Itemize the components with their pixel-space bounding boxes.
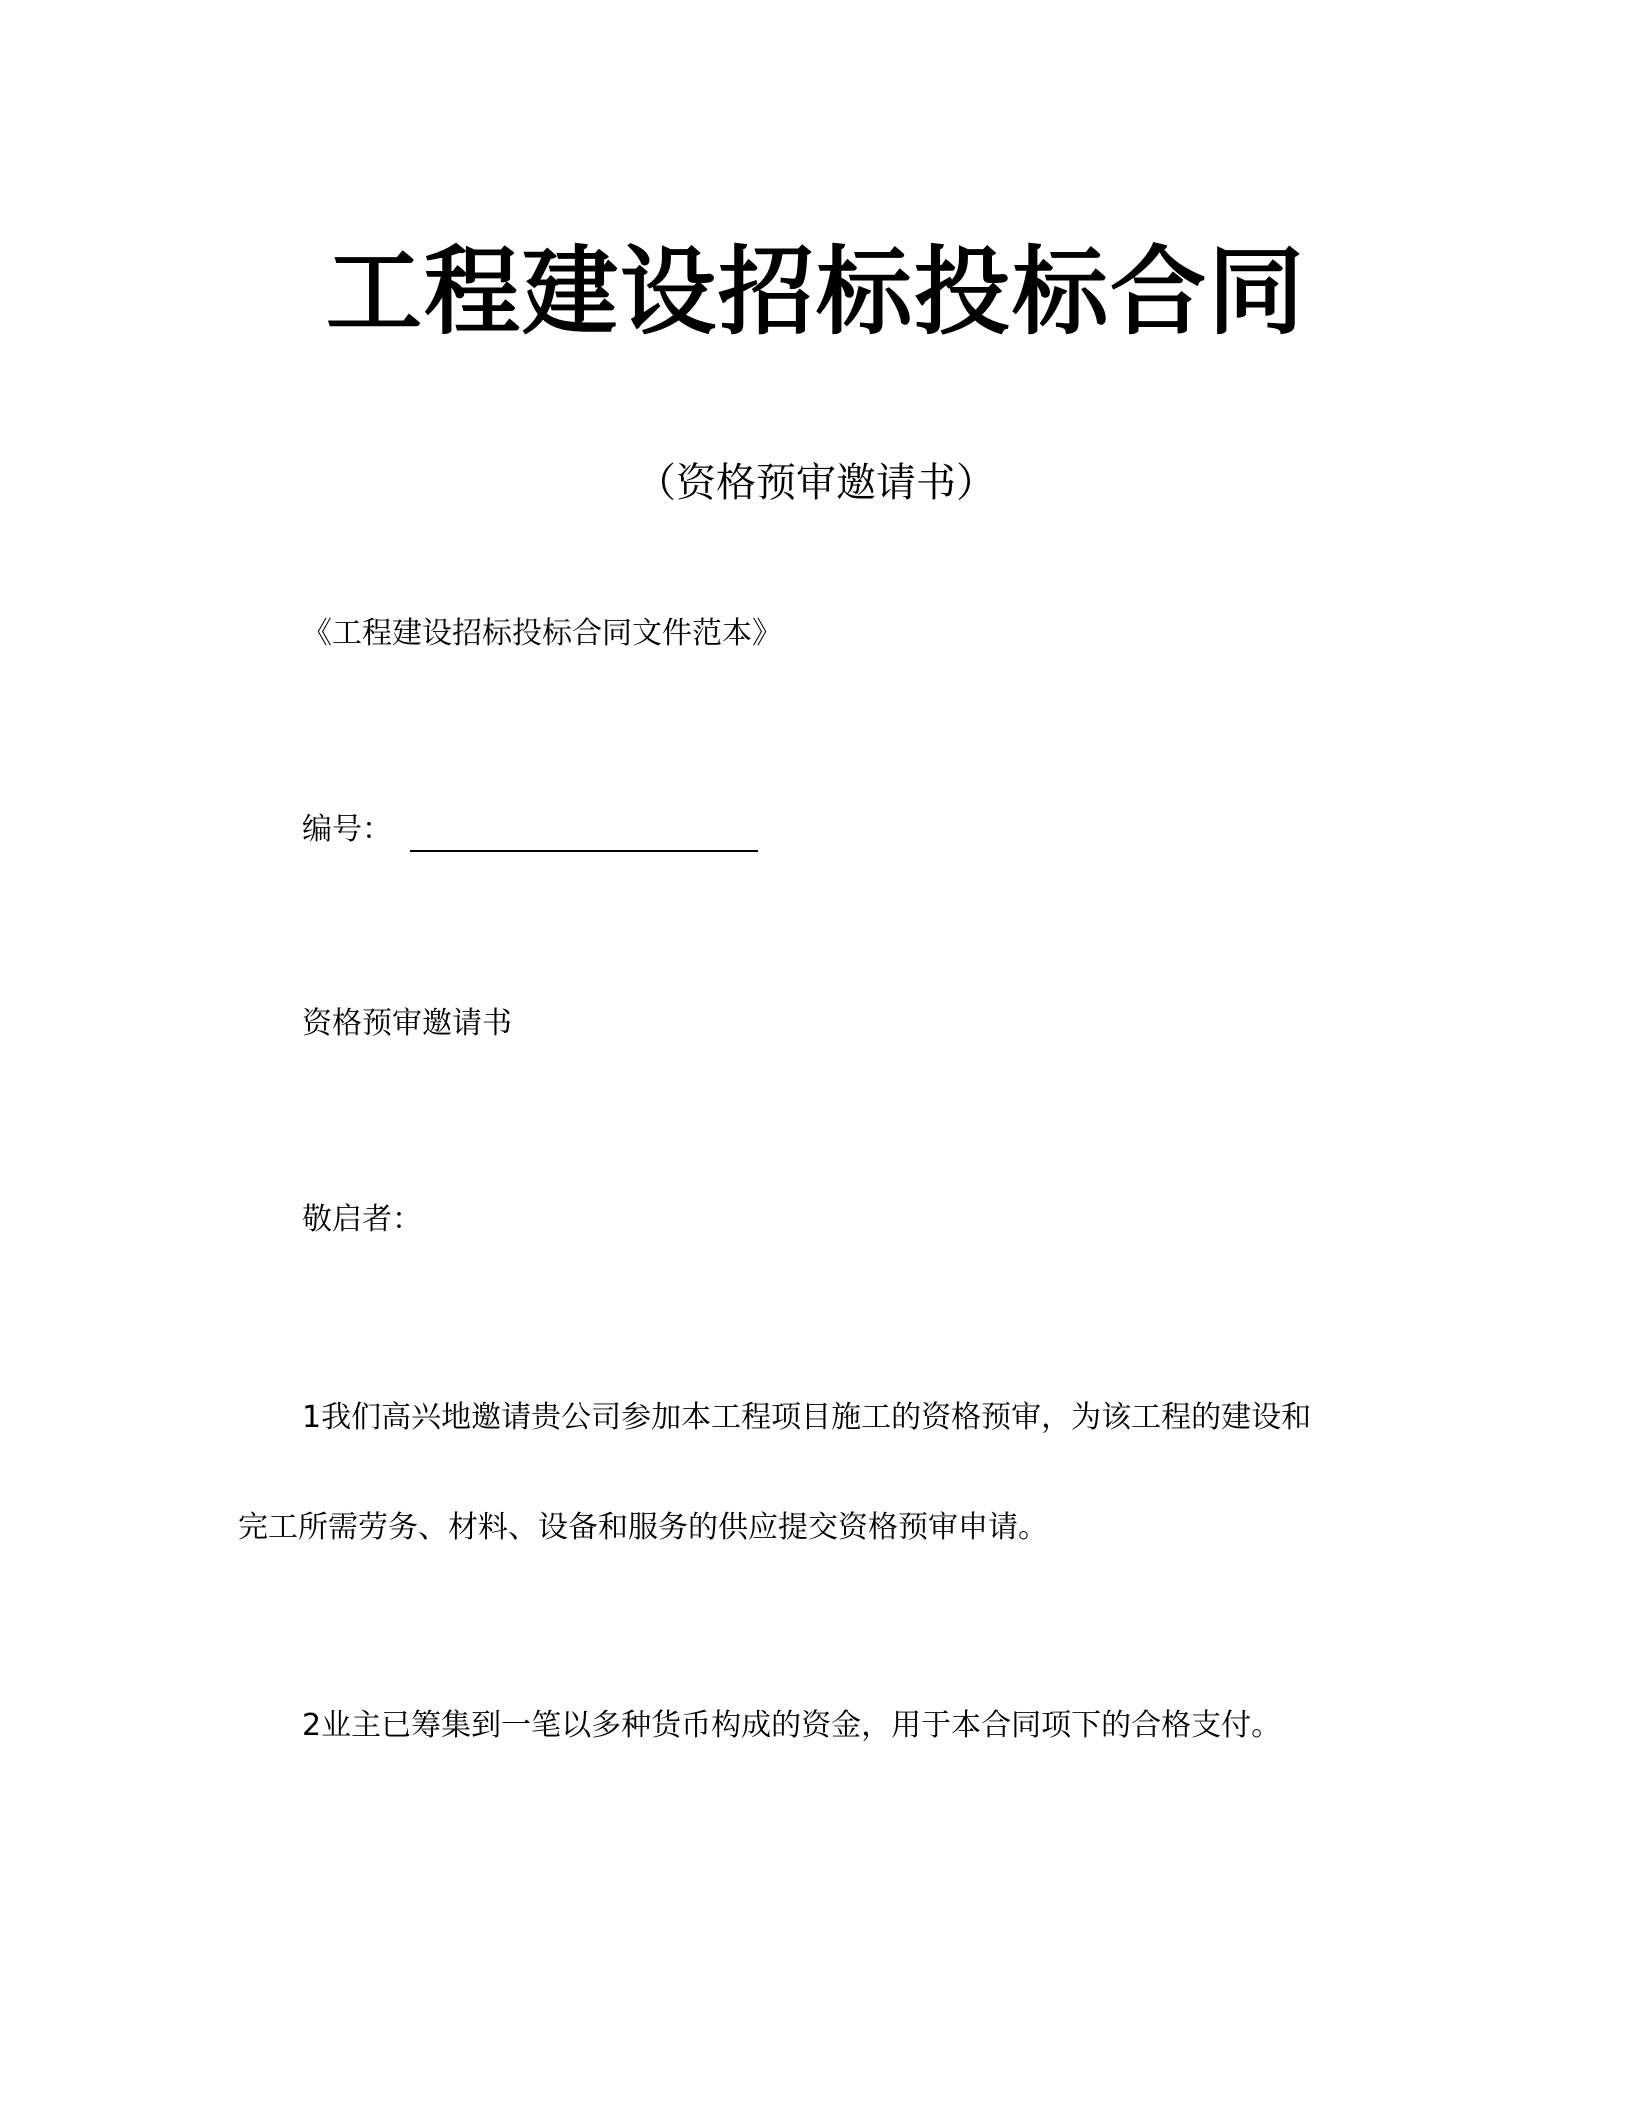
number-label: 编号： [302, 812, 392, 847]
paragraph-2: 2业主已筹集到一笔以多种货币构成的资金，用于本合同项下的合格支付。 [302, 1708, 1282, 1743]
paragraph-1-line-2: 完工所需劳务、材料、设备和服务的供应提交资格预审申请。 [238, 1510, 1048, 1545]
paragraph-1-line-1: 1我们高兴地邀请贵公司参加本工程项目施工的资格预审，为该工程的建设和 [302, 1400, 1312, 1435]
number-row [302, 808, 758, 852]
number-blank-line [410, 818, 758, 852]
salutation: 敬启者： [302, 1202, 422, 1237]
document-title: 工程建设招标投标合同 [326, 236, 1306, 348]
sample-title: 《工程建设招标投标合同文件范本》 [302, 616, 782, 651]
section-title: 资格预审邀请书 [302, 1006, 512, 1041]
document-subtitle: （资格预审邀请书） [636, 460, 996, 506]
